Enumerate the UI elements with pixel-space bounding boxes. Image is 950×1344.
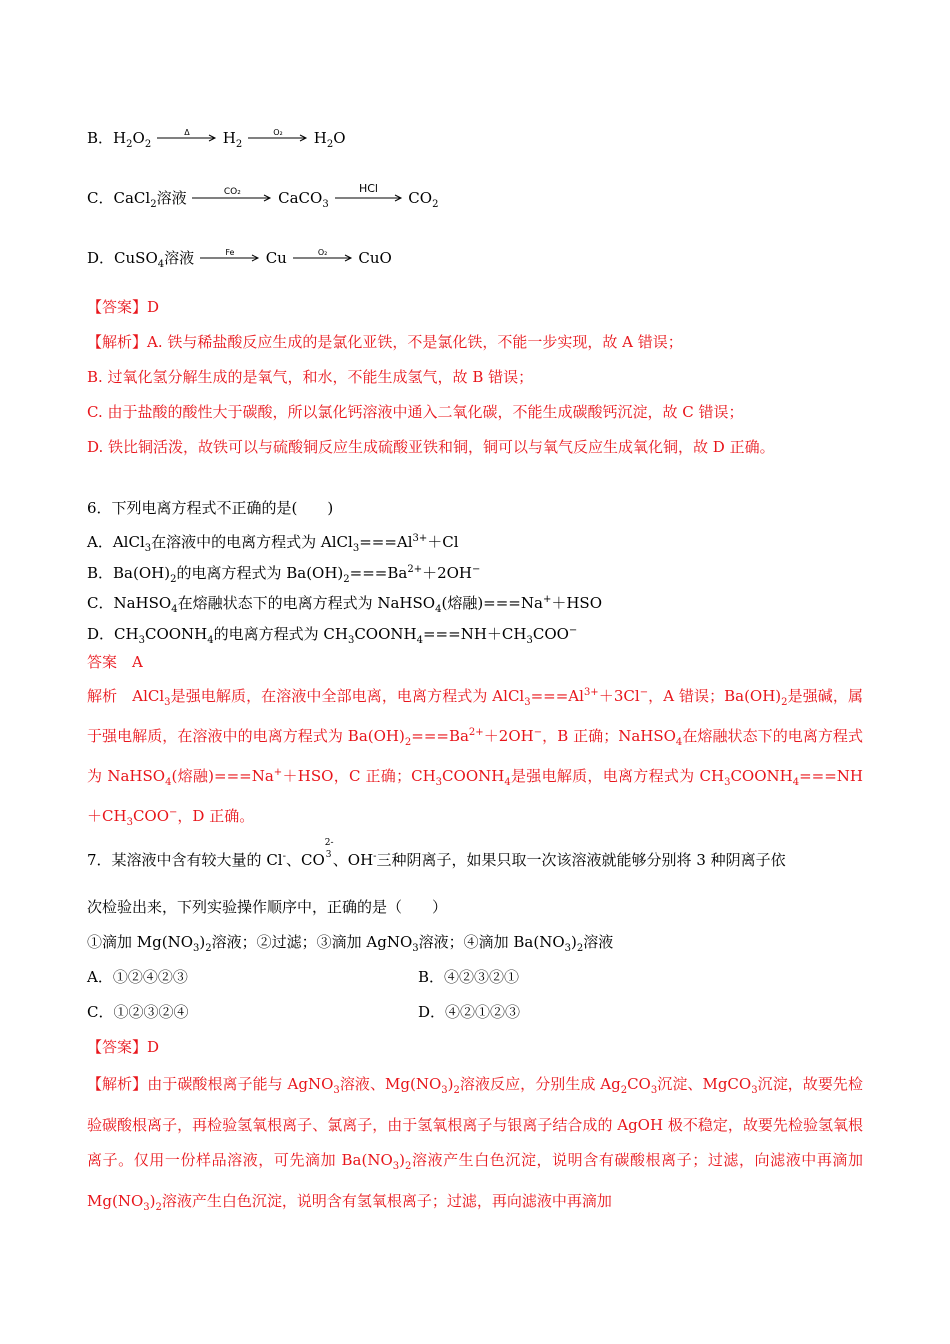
q5-analysis-3: C. 由于盐酸的酸性大于碳酸，所以氯化钙溶液中通入二氧化碳，不能生成碳酸钙沉淀，故 C 错误； <box>87 403 744 421</box>
q7-option-c: C．①②③②④ <box>87 1003 189 1021</box>
q7-stem-line2: 次检验出来，下列实验操作顺序中，正确的是（ ） <box>87 898 448 916</box>
q5-option-d: D．CuSO$_4$溶液 Fe Cu O₂ CuO <box>87 248 392 270</box>
reaction-arrow: CO₂ <box>192 189 272 209</box>
q5-option-b: B．$H_2O_2$ Δ $H_2$ O₂ $H_2O$ <box>87 128 346 150</box>
q6-option-d: D．$CH_3COONH_4$的电离方程式为 $CH_3COONH_4===NH+CH_3COO^-$ <box>87 625 578 646</box>
reaction-arrow: HCl <box>335 189 403 209</box>
q7-steps: ①滴加 $Mg(NO_3)_2$溶液；②过滤；③滴加 AgNO$_3$溶液；④滴加 $Ba(NO_3)_2$溶液 <box>87 933 614 954</box>
q7-option-a: A．①②④②③ <box>87 968 188 986</box>
q7-stem-line1: 7．某溶液中含有较大量的 Cl-、CO 2- 3 、OH-三种阴离子，如果只取一次该溶液就能够分别将 3 种阴离子依 <box>87 838 786 869</box>
q7-analysis: 【解析】由于碳酸根离子能与 AgNO$_3$溶液、$Mg(NO_3)_2$溶液反应，分别生成 $Ag_2CO_3$沉淀、MgCO$_3$沉淀，故要先检验碳酸根离子，再检验氢氧根离子、氯离子，由于氢氧根离子与银离子结合成的 AgOH 极不稳定，故要先检验氢氧根离子。仅用一份样品溶液，可先滴加 $Ba(NO_3)_2$溶液产生白色沉淀，说明含有碳酸根离子；过滤，向滤液中再滴加 $Mg(NO_3)_2$溶液产生白色沉淀，说明含有氢氧根离子；过滤，再向滤液中再滴加 <box>87 1075 863 1213</box>
q6-option-a: A．AlCl$_3$在溶液中的电离方程式为 $AlCl_3===Al^{3+}+Cl$ <box>87 533 459 554</box>
q6-option-c: C．NaHSO$_4$在熔融状态下的电离方程式为 NaHSO$_4$(熔融)===Na+＋HSO <box>87 594 602 615</box>
q7-option-b: B．④②③②① <box>418 968 520 986</box>
q6-stem: 6．下列电离方程式不正确的是( ) <box>87 499 334 517</box>
q5-option-c: C．CaCl$_2$溶液 CO₂ CaCO$_3$ HCl $CO_2$ <box>87 182 439 210</box>
q6-answer: 答案 A <box>87 653 143 671</box>
q5-analysis-1: 【解析】A. 铁与稀盐酸反应生成的是氯化亚铁，不是氯化铁，不能一步实现，故 A 错误； <box>87 333 683 351</box>
carbonate-charge: 2- 3 <box>324 838 334 860</box>
q7-option-d: D．④②①②③ <box>418 1003 521 1021</box>
reaction-arrow: Fe <box>200 249 260 269</box>
q5-analysis-4: D. 铁比铜活泼，故铁可以与硫酸铜反应生成硫酸亚铁和铜，铜可以与氧气反应生成氧化铜，故 D 正确。 <box>87 438 775 456</box>
reaction-arrow: O₂ <box>248 129 308 149</box>
q6-option-b: B．$Ba(OH)_2$的电离方程式为 $Ba(OH)_2===Ba^{2+}+2OH^-$ <box>87 564 481 585</box>
reaction-arrow: Δ <box>157 129 217 149</box>
q5-answer: 【答案】D <box>87 298 160 316</box>
q7-answer: 【答案】D <box>87 1038 160 1056</box>
q5-analysis-2: B. 过氧化氢分解生成的是氧气，和水，不能生成氢气，故 B 错误； <box>87 368 534 386</box>
reaction-arrow: O₂ <box>293 249 353 269</box>
q6-analysis: 解析 AlCl$_3$是强电解质，在溶液中全部电离，电离方程式为 $AlCl_3===Al^{3+}+3Cl^-$，A 错误；$Ba(OH)_2$是强碱，属于强电解质，在溶液中的电离方程式为 $Ba(OH)_2===Ba^{2+}+2OH^-$，B 正确；NaHSO$_4$在熔融状态下的电离方程式为 NaHSO$_4$(熔融)===Na+＋HSO，C 正确；$CH_3COONH_4$是强电解质，电离方程式为 $CH_3COONH_4===NH+CH_3COO^-$，D 正确。 <box>87 687 864 828</box>
